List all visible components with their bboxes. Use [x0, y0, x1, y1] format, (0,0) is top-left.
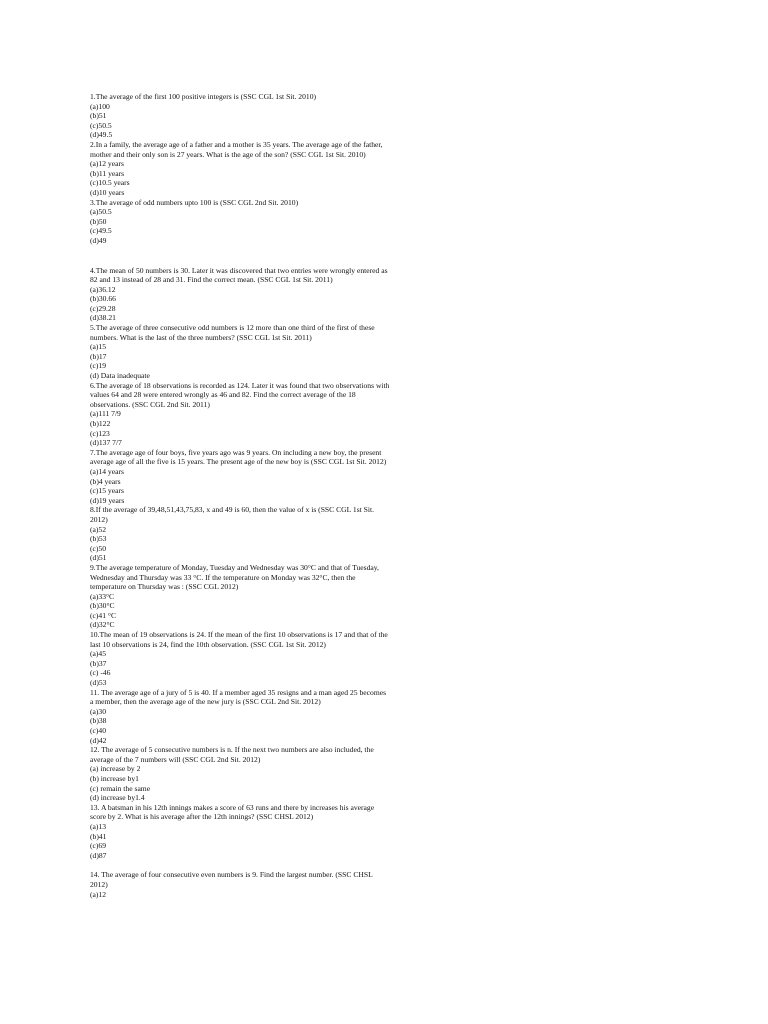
question-block — [90, 803, 390, 861]
answer-option: (a)52 — [90, 524, 107, 534]
answer-option: (b)37 — [90, 658, 107, 668]
question-block — [90, 870, 390, 899]
answer-option: (d)53 — [90, 678, 107, 688]
answer-option: (a)33°C — [90, 591, 115, 601]
question-text: 1.The average of the first 100 positive integers is (SSC CGL 1st Sit. 2010) — [90, 92, 317, 101]
answer-option: (d)87 — [90, 850, 107, 860]
answer-option: (a)36.12 — [90, 284, 116, 294]
question-text: 12. The average of 5 consecutive numbers is n. If the next two numbers are also included, the average of the 7 numbers will (SSC CGL 2nd Sit. 2012) — [90, 745, 374, 764]
answer-option: (a)45 — [90, 649, 107, 659]
question-block — [90, 381, 390, 448]
question-block — [90, 688, 390, 746]
answer-option: (c) -46 — [90, 668, 111, 678]
answer-option: (d) Data inadequate — [90, 371, 150, 381]
question-text: 14. The average of four consecutive even numbers is 9. Find the largest number. (SSC CHSL 2012) — [90, 870, 373, 889]
answer-option: (c)10.5 years — [90, 178, 130, 188]
answer-option: (b)30.66 — [90, 294, 116, 304]
answer-option: (a)14 years — [90, 466, 124, 476]
answer-option: (b)38 — [90, 716, 107, 726]
question-block — [90, 198, 390, 246]
question-text: 5.The average of three consecutive odd numbers is 12 more than one third of the first of these numbers. What is the last of the three numbers? (SSC CGL 1st Sit. 2011) — [90, 323, 375, 342]
question-text: 6.The average of 18 observations is recorded as 124. Later it was found that two observations with values 64 and 28 were entered wrongly as 46 and 82. Find the correct average of the 18 observations. (SSC CGL 2nd Sit. 2011) — [90, 380, 390, 409]
answer-option: (b)51 — [90, 111, 107, 121]
answer-option: (c)41 °C — [90, 610, 117, 620]
question-sheet — [90, 92, 390, 899]
answer-option: (c)50 — [90, 543, 107, 553]
question-block — [90, 563, 390, 630]
question-text: 2.In a family, the average age of a father and a mother is 35 years. The average age of the father, mother and their only son is 27 years. What is the age of the son? (SSC CGL 1st Sit. 2010) — [90, 139, 383, 159]
answer-option: (c)49.5 — [90, 226, 112, 236]
answer-option: (a)30 — [90, 706, 107, 716]
answer-option: (b)41 — [90, 831, 107, 841]
answer-option: (b)4 years — [90, 476, 121, 486]
question-block — [90, 92, 390, 140]
spacer — [90, 860, 390, 870]
answer-option: (d)32°C — [90, 620, 115, 630]
answer-option: (d)10 years — [90, 187, 125, 197]
answer-option: (a)15 — [90, 342, 107, 352]
answer-option: (d)19 years — [90, 495, 125, 505]
answer-option: (a)50.5 — [90, 207, 112, 217]
question-text: 4.The mean of 50 numbers is 30. Later it was discovered that two entries were wrongly entered as 82 and 13 instead of 28 and 31. Find the correct mean. (SSC CGL 1st Sit. 2011) — [90, 265, 388, 285]
answer-option: (a)111 7/9 — [90, 409, 121, 419]
answer-option: (a) increase by 2 — [90, 764, 141, 774]
question-block — [90, 448, 390, 506]
question-block — [90, 630, 390, 688]
answer-option: (d)137 7/7 — [90, 438, 122, 448]
question-text: 3.The average of odd numbers upto 100 is (SSC CGL 2nd Sit. 2010) — [90, 197, 299, 207]
answer-option: (d)38.21 — [90, 313, 116, 323]
answer-option: (c)123 — [90, 428, 110, 438]
question-text: 9.The average temperature of Monday, Tuesday and Wednesday was 30°C and that of Tuesday, Wednesday and Thursday was 33 °C. If the temperature on Monday was 32°C, then the temperature on Thursday was : (SSC CGL 2012) — [90, 562, 379, 592]
answer-option: (a)100 — [90, 101, 110, 111]
answer-option: (b) increase by1 — [90, 773, 139, 783]
answer-option: (c)69 — [90, 841, 107, 851]
question-text: 11. The average age of a jury of 5 is 40. If a member aged 35 resigns and a man aged 25 becomes a member, then the average age of the new jury is (SSC CGL 2nd Sit. 2012) — [90, 687, 387, 707]
question-block — [90, 323, 390, 381]
question-text: 10.The mean of 19 observations is 24. If the mean of the first 10 observations is 17 and that of the last 10 observations is 24, find the 10th observation. (SSC CGL 1st Sit. 2012) — [90, 630, 388, 649]
answer-option: (d)49.5 — [90, 130, 113, 140]
answer-option: (b)50 — [90, 216, 107, 226]
answer-option: (b)30°C — [90, 601, 115, 611]
answer-option: (d)49 — [90, 235, 107, 245]
answer-option: (b)11 years — [90, 168, 125, 178]
question-block — [90, 505, 390, 563]
answer-option: (c)29.28 — [90, 303, 116, 313]
question-text: 13. A batsman in his 12th innings makes a score of 63 runs and there by increases his average score by 2. What is his average after the 12th innings? (SSC CHSL 2012) — [90, 802, 375, 822]
answer-option: (d)42 — [90, 735, 107, 745]
question-text: 8.If the average of 39,48,51,43,75,83, x and 49 is 60, then the value of x is (SSC CGL 1st Sit. 2012) — [90, 505, 375, 524]
answer-option: (c)15 years — [90, 486, 124, 496]
answer-option: (b)53 — [90, 534, 107, 544]
answer-option: (c)19 — [90, 361, 107, 371]
answer-option: (a)13 — [90, 821, 107, 831]
answer-option: (c)50.5 — [90, 120, 112, 130]
answer-option: (a)12 years — [90, 159, 124, 169]
answer-option: (a)12 — [90, 889, 107, 899]
question-block — [90, 745, 390, 803]
question-text: 7.The average age of four boys, five years ago was 9 years. On including a new boy, the present average age of all the five is 15 years. The present age of the new boy is (SSC CGL 1st Sit. 2012) — [90, 447, 387, 467]
answer-option: (b)17 — [90, 351, 107, 361]
spacer — [90, 246, 390, 266]
question-block — [90, 266, 390, 324]
answer-option: (d)51 — [90, 553, 107, 563]
answer-option: (c) remain the same — [90, 783, 151, 793]
answer-option: (b)122 — [90, 419, 111, 428]
question-block — [90, 140, 390, 198]
answer-option: (d) increase by1.4 — [90, 793, 145, 803]
answer-option: (c)40 — [90, 726, 107, 735]
